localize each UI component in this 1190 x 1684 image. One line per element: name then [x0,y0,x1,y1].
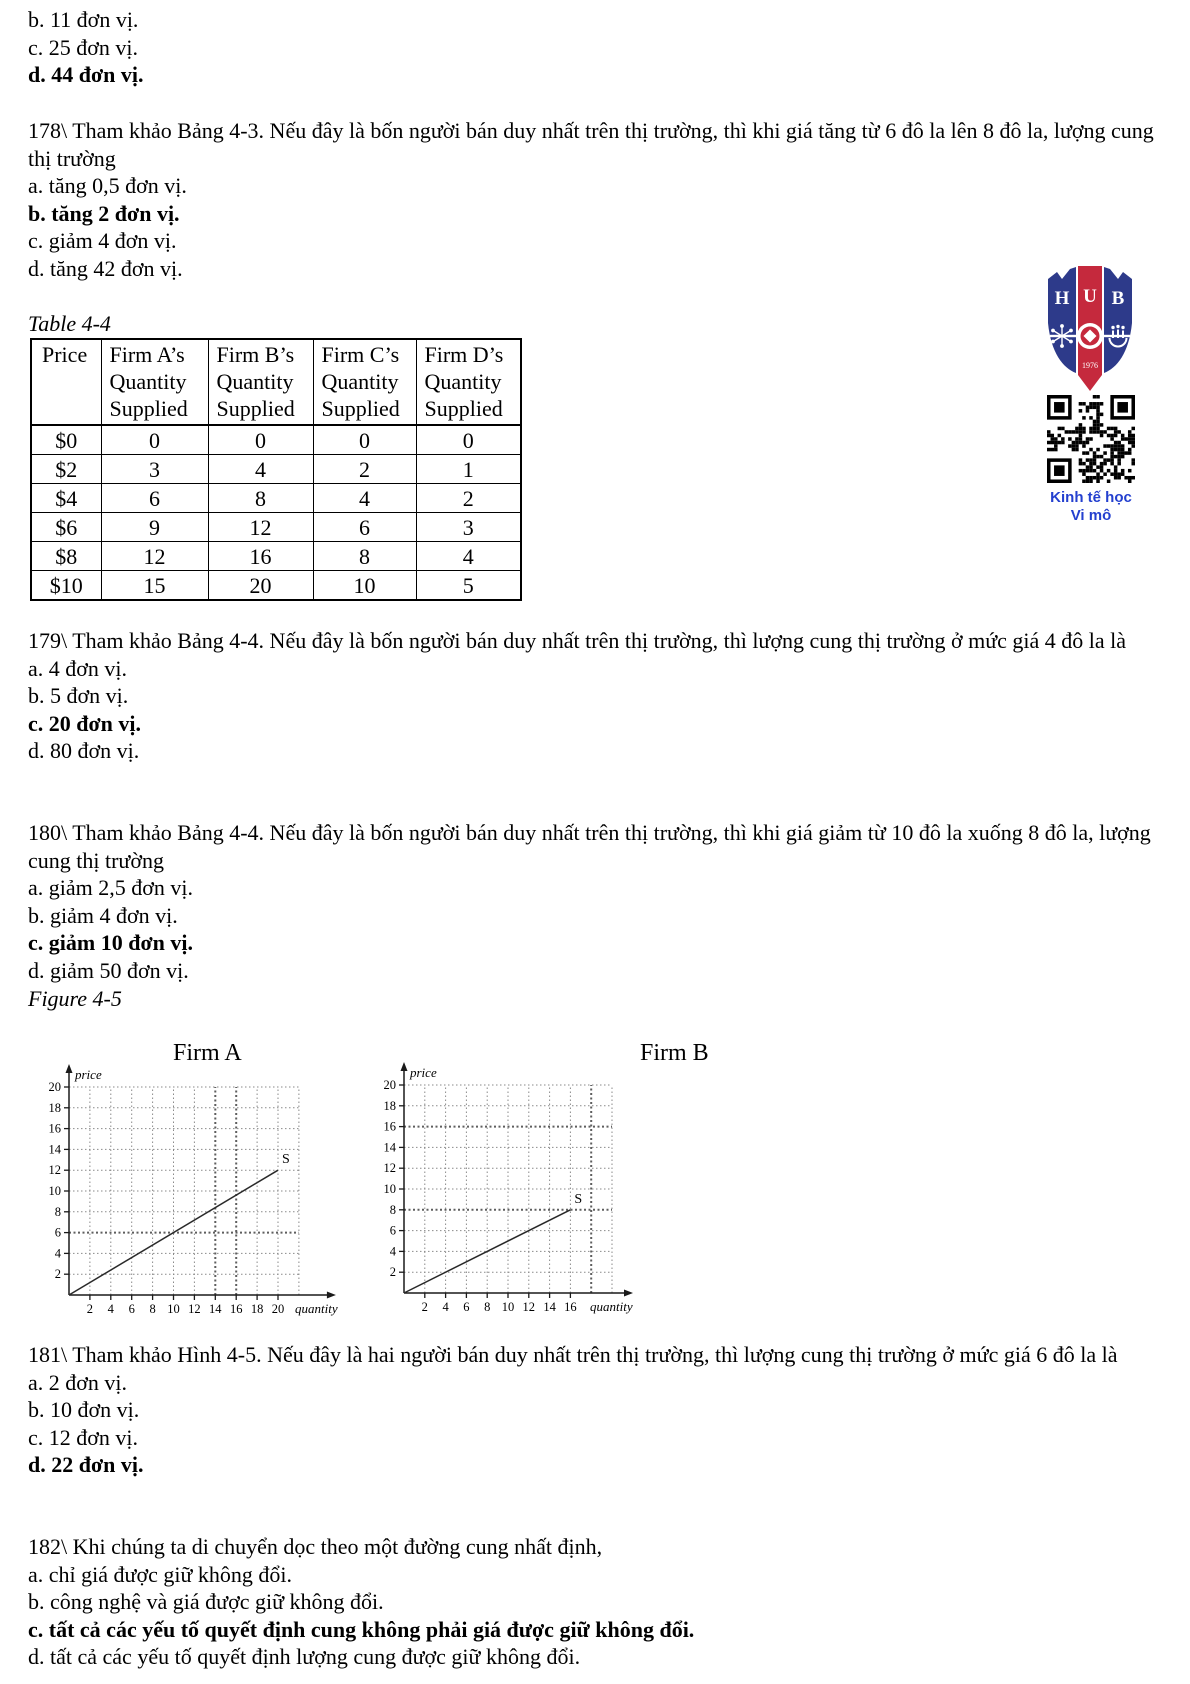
question-stem: 179\ Tham khảo Bảng 4-4. Nếu đây là bốn người bán duy nhất trên thị trường, thì lượng cung thị trường ở mức giá 4 đô la là [28,628,1127,653]
answer-option: b. công nghệ và giá được giữ không đổi. [28,1589,384,1614]
svg-text:6: 6 [389,1223,396,1238]
table-cell: 10 [313,571,416,601]
table-cell: 0 [101,425,208,455]
table-cell: 9 [101,513,208,542]
table-cell: $0 [31,425,101,455]
answer-option: d. giảm 50 đơn vị. [28,957,189,983]
table-cell: 2 [313,455,416,484]
table-cell: 6 [101,484,208,513]
answer-option: b. 5 đơn vị. [28,683,129,708]
supply-line-label: S [574,1191,583,1207]
question-stem: 178\ Tham khảo Bảng 4-3. Nếu đây là bốn người bán duy nhất trên thị trường, thì khi giá tăng từ 6 đô la lên 8 đô la, lượng cung thị trường [28,118,1154,171]
table-cell: $10 [31,571,101,601]
table-header-row [31,339,521,425]
answer-option: b. 10 đơn vị. [28,1397,140,1422]
question-182 [28,1533,1176,1671]
course-caption-line1: Kinh tế học [1050,489,1132,506]
table-row [31,425,521,455]
svg-text:16: 16 [229,1302,243,1316]
chart-axes [401,1062,634,1297]
table-header-cell: Firm A’s Quantity Supplied [101,339,208,425]
table-row [31,542,521,571]
table-cell: 12 [208,513,313,542]
svg-text:4: 4 [107,1302,114,1316]
table-cell: 3 [416,513,521,542]
svg-text:2: 2 [86,1302,94,1316]
svg-text:12: 12 [188,1302,201,1316]
hub-letters [1055,286,1125,309]
svg-text:14: 14 [543,1300,556,1314]
question-179-options [28,655,1176,765]
svg-text:6: 6 [54,1225,61,1240]
logo-letter-u: U [1083,286,1097,307]
answer-option: a. 4 đơn vị. [28,655,128,681]
y-axis-label: price [75,1067,102,1082]
table-cell: $4 [31,484,101,513]
answer-option: a. chỉ giá được giữ không đổi. [28,1561,292,1587]
logo-letter-b: B [1111,288,1125,309]
answer-option: b. tăng 2 đơn vị. [28,200,180,226]
svg-text:10: 10 [501,1300,515,1314]
table-row [31,455,521,484]
svg-text:10: 10 [167,1302,180,1316]
answer-option: c. 12 đơn vị. [28,1424,139,1450]
supply-line [69,1170,278,1295]
table-cell: $2 [31,455,101,484]
question-stem: 180\ Tham khảo Bảng 4-4. Nếu đây là bốn người bán duy nhất trên thị trường, thì khi giá giảm từ 10 đô la xuống 8 đô la, lượng cung thị trường [28,820,1151,873]
logo-letter-h: H [1054,288,1070,309]
answer-option: c. 25 đơn vị. [28,34,139,60]
table-cell: 0 [208,425,313,455]
table-4-4 [30,338,522,601]
table-cell: 4 [416,542,521,571]
x-axis-label: quantity [295,1301,338,1316]
svg-text:12: 12 [383,1161,396,1176]
question-181 [28,1341,1176,1479]
table-cell: 12 [101,542,208,571]
table-header [31,339,521,425]
answer-option: c. 20 đơn vị. [28,710,142,736]
svg-text:18: 18 [48,1100,61,1115]
question-stem: 182\ Khi chúng ta di chuyển dọc theo một đường cung nhất định, [28,1534,603,1559]
table-cell: 5 [416,571,521,601]
question-180 [28,819,1176,984]
table-body [31,425,521,600]
svg-text:4: 4 [442,1300,449,1314]
svg-text:2: 2 [389,1265,396,1280]
x-axis-label: quantity [590,1299,633,1314]
table-cell: 16 [208,542,313,571]
svg-text:6: 6 [128,1302,135,1316]
answer-option: d. 80 đơn vị. [28,738,140,763]
answer-option: a. giảm 2,5 đơn vị. [28,875,193,900]
qr-code [1047,395,1135,483]
answer-option: c. tất cả các yếu tố quyết định cung không phải giá được giữ không đổi. [28,1616,695,1642]
svg-text:14: 14 [48,1142,61,1157]
svg-text:14: 14 [383,1140,396,1155]
svg-text:6: 6 [463,1300,470,1314]
svg-text:4: 4 [389,1244,396,1259]
question-180-options [28,874,1176,984]
svg-text:10: 10 [383,1182,396,1196]
svg-text:20: 20 [48,1080,61,1094]
table-cell: 2 [416,484,521,513]
course-caption [1020,489,1162,525]
chart-tick-labels [384,1078,577,1314]
table-row [31,513,521,542]
chart-axes [66,1064,336,1299]
answer-option: d. tất cả các yếu tố quyết định lượng cung được giữ không đổi. [28,1644,581,1669]
table-cell: 1 [416,455,521,484]
chart-title-firm-a: Firm A [173,1040,242,1066]
coin-icon [1077,323,1103,349]
table-cell: 8 [313,542,416,571]
table-cell: 8 [208,484,313,513]
hub-logo [1045,265,1135,392]
table-cell: 4 [208,455,313,484]
question-178-options [28,172,1176,282]
svg-text:16: 16 [564,1300,577,1314]
table-cell: $6 [31,513,101,542]
table-cell: 15 [101,571,208,601]
table-cell: 0 [313,425,416,455]
svg-text:12: 12 [522,1300,536,1314]
svg-text:18: 18 [383,1098,396,1113]
table-row [31,484,521,513]
svg-text:8: 8 [389,1202,396,1217]
question-177-options [28,6,1176,89]
chart-firm-a [40,1035,342,1327]
table-title: Table 4-4 [28,311,111,336]
question-181-options [28,1369,1176,1479]
svg-text:8: 8 [484,1300,491,1314]
supply-line-label: S [282,1152,290,1168]
answer-option: c. giảm 4 đơn vị. [28,228,177,253]
question-178 [28,117,1176,282]
chart-tick-labels [49,1080,285,1316]
svg-text:16: 16 [383,1119,396,1134]
answer-option: a. tăng 0,5 đơn vị. [28,173,187,198]
answer-option: d. tăng 42 đơn vị. [28,255,183,281]
answer-option: b. 11 đơn vị. [28,7,139,32]
svg-text:12: 12 [48,1163,61,1178]
table-cell: $8 [31,542,101,571]
chart-firm-b [375,1035,643,1327]
chart-grid [404,1085,612,1293]
figure-label: Figure 4-5 [28,986,122,1011]
table-cell: 20 [208,571,313,601]
svg-text:8: 8 [54,1204,61,1219]
chart-grid [69,1087,299,1295]
table-header-cell: Firm B’s Quantity Supplied [208,339,313,425]
answer-option: d. 22 đơn vị. [28,1452,144,1477]
svg-text:2: 2 [421,1300,428,1314]
answer-option: d. 44 đơn vị. [28,62,144,87]
table-cell: 6 [313,513,416,542]
svg-text:20: 20 [383,1078,396,1092]
table-cell: 4 [313,484,416,513]
svg-text:4: 4 [54,1246,61,1261]
table-header-cell: Firm C’s Quantity Supplied [313,339,416,425]
svg-text:10: 10 [48,1184,61,1198]
question-179 [28,627,1176,765]
course-caption-line2: Vi mô [1070,507,1112,524]
logo-year: 1976 [1082,361,1098,370]
table-header-cell: Firm D’s Quantity Supplied [416,339,521,425]
svg-text:20: 20 [271,1302,285,1316]
svg-text:18: 18 [250,1302,264,1316]
answer-option: b. giảm 4 đơn vị. [28,902,178,928]
chart-title-firm-b: Firm B [640,1040,709,1066]
svg-text:8: 8 [149,1302,156,1316]
answer-option: c. giảm 10 đơn vị. [28,930,193,955]
table-row [31,571,521,601]
svg-text:14: 14 [209,1302,222,1316]
question-stem: 181\ Tham khảo Hình 4-5. Nếu đây là hai người bán duy nhất trên thị trường, thì lượng cung thị trường ở mức giá 6 đô la là [28,1342,1118,1367]
answer-option: a. 2 đơn vị. [28,1369,128,1395]
svg-text:2: 2 [54,1267,61,1282]
y-axis-label: price [410,1065,437,1080]
svg-text:16: 16 [48,1121,61,1136]
table-header-cell: Price [31,339,101,425]
question-182-options [28,1561,1176,1671]
table-cell: 3 [101,455,208,484]
table-cell: 0 [416,425,521,455]
